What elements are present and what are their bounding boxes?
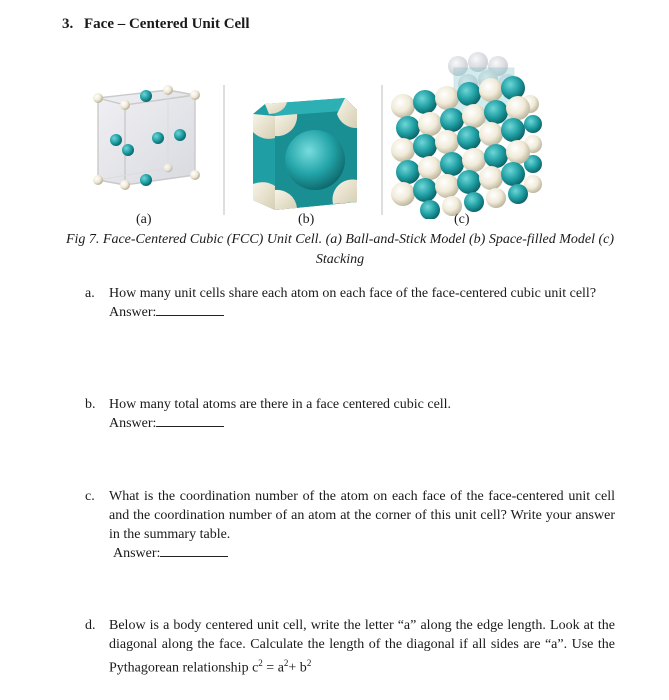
question-letter: d. bbox=[85, 618, 96, 633]
superscript: 2 bbox=[306, 658, 312, 668]
question-text-main: Below is a body centered unit cell, write the letter “a” along the edge length. Look at the diagonal along the face. Calculate the length of the diagonal if all sides are “a”. Use the Pythagorean relationship c bbox=[109, 618, 615, 676]
stacking-model bbox=[388, 44, 548, 219]
answer-blank[interactable] bbox=[160, 544, 228, 557]
ball-and-stick-model bbox=[80, 80, 210, 220]
question-letter: c. bbox=[85, 489, 95, 504]
equation-part: = a bbox=[262, 660, 284, 676]
question-letter: a. bbox=[85, 286, 95, 301]
figure-caption: Fig 7. Face-Centered Cubic (FCC) Unit Cell. (a) Ball-and-Stick Model (b) Space-filled Model (c) Stacking bbox=[65, 232, 615, 267]
answer-line[interactable] bbox=[109, 303, 615, 322]
question-b bbox=[85, 395, 615, 433]
section-heading bbox=[62, 16, 250, 33]
answer-label: Answer: bbox=[109, 305, 157, 320]
superscript: 2 bbox=[258, 658, 263, 668]
answer-blank[interactable] bbox=[156, 303, 224, 316]
section-number: 3. bbox=[62, 16, 74, 32]
answer-blank[interactable] bbox=[156, 414, 224, 427]
answer-line[interactable] bbox=[113, 544, 615, 563]
label-b: (b) bbox=[298, 212, 315, 227]
question-text bbox=[109, 616, 615, 678]
section-title: Face – Centered Unit Cell bbox=[84, 16, 250, 32]
figure-divider bbox=[222, 85, 226, 215]
figure-divider bbox=[380, 85, 384, 215]
label-a: (a) bbox=[136, 212, 152, 227]
question-c bbox=[85, 487, 615, 563]
question-text: How many total atoms are there in a face centered cubic cell. bbox=[109, 397, 452, 412]
question-d bbox=[85, 616, 615, 678]
label-c: (c) bbox=[454, 212, 470, 227]
fcc-figure bbox=[0, 40, 669, 210]
question-text: How many unit cells share each atom on each face of the face-centered cubic unit cell? bbox=[109, 286, 597, 301]
question-letter: b. bbox=[85, 397, 96, 412]
answer-label: Answer: bbox=[113, 546, 161, 561]
answer-label: Answer: bbox=[109, 416, 157, 431]
answer-line[interactable] bbox=[109, 414, 615, 433]
question-text: What is the coordination number of the atom on each face of the face-centered unit cell and the coordination number of an atom at the corner of this unit cell? Write your answer in the summary table. bbox=[109, 489, 615, 542]
space-filled-model bbox=[245, 92, 365, 222]
superscript: 2 bbox=[283, 658, 289, 668]
question-a bbox=[85, 284, 615, 322]
equation-part: + b bbox=[288, 660, 307, 676]
